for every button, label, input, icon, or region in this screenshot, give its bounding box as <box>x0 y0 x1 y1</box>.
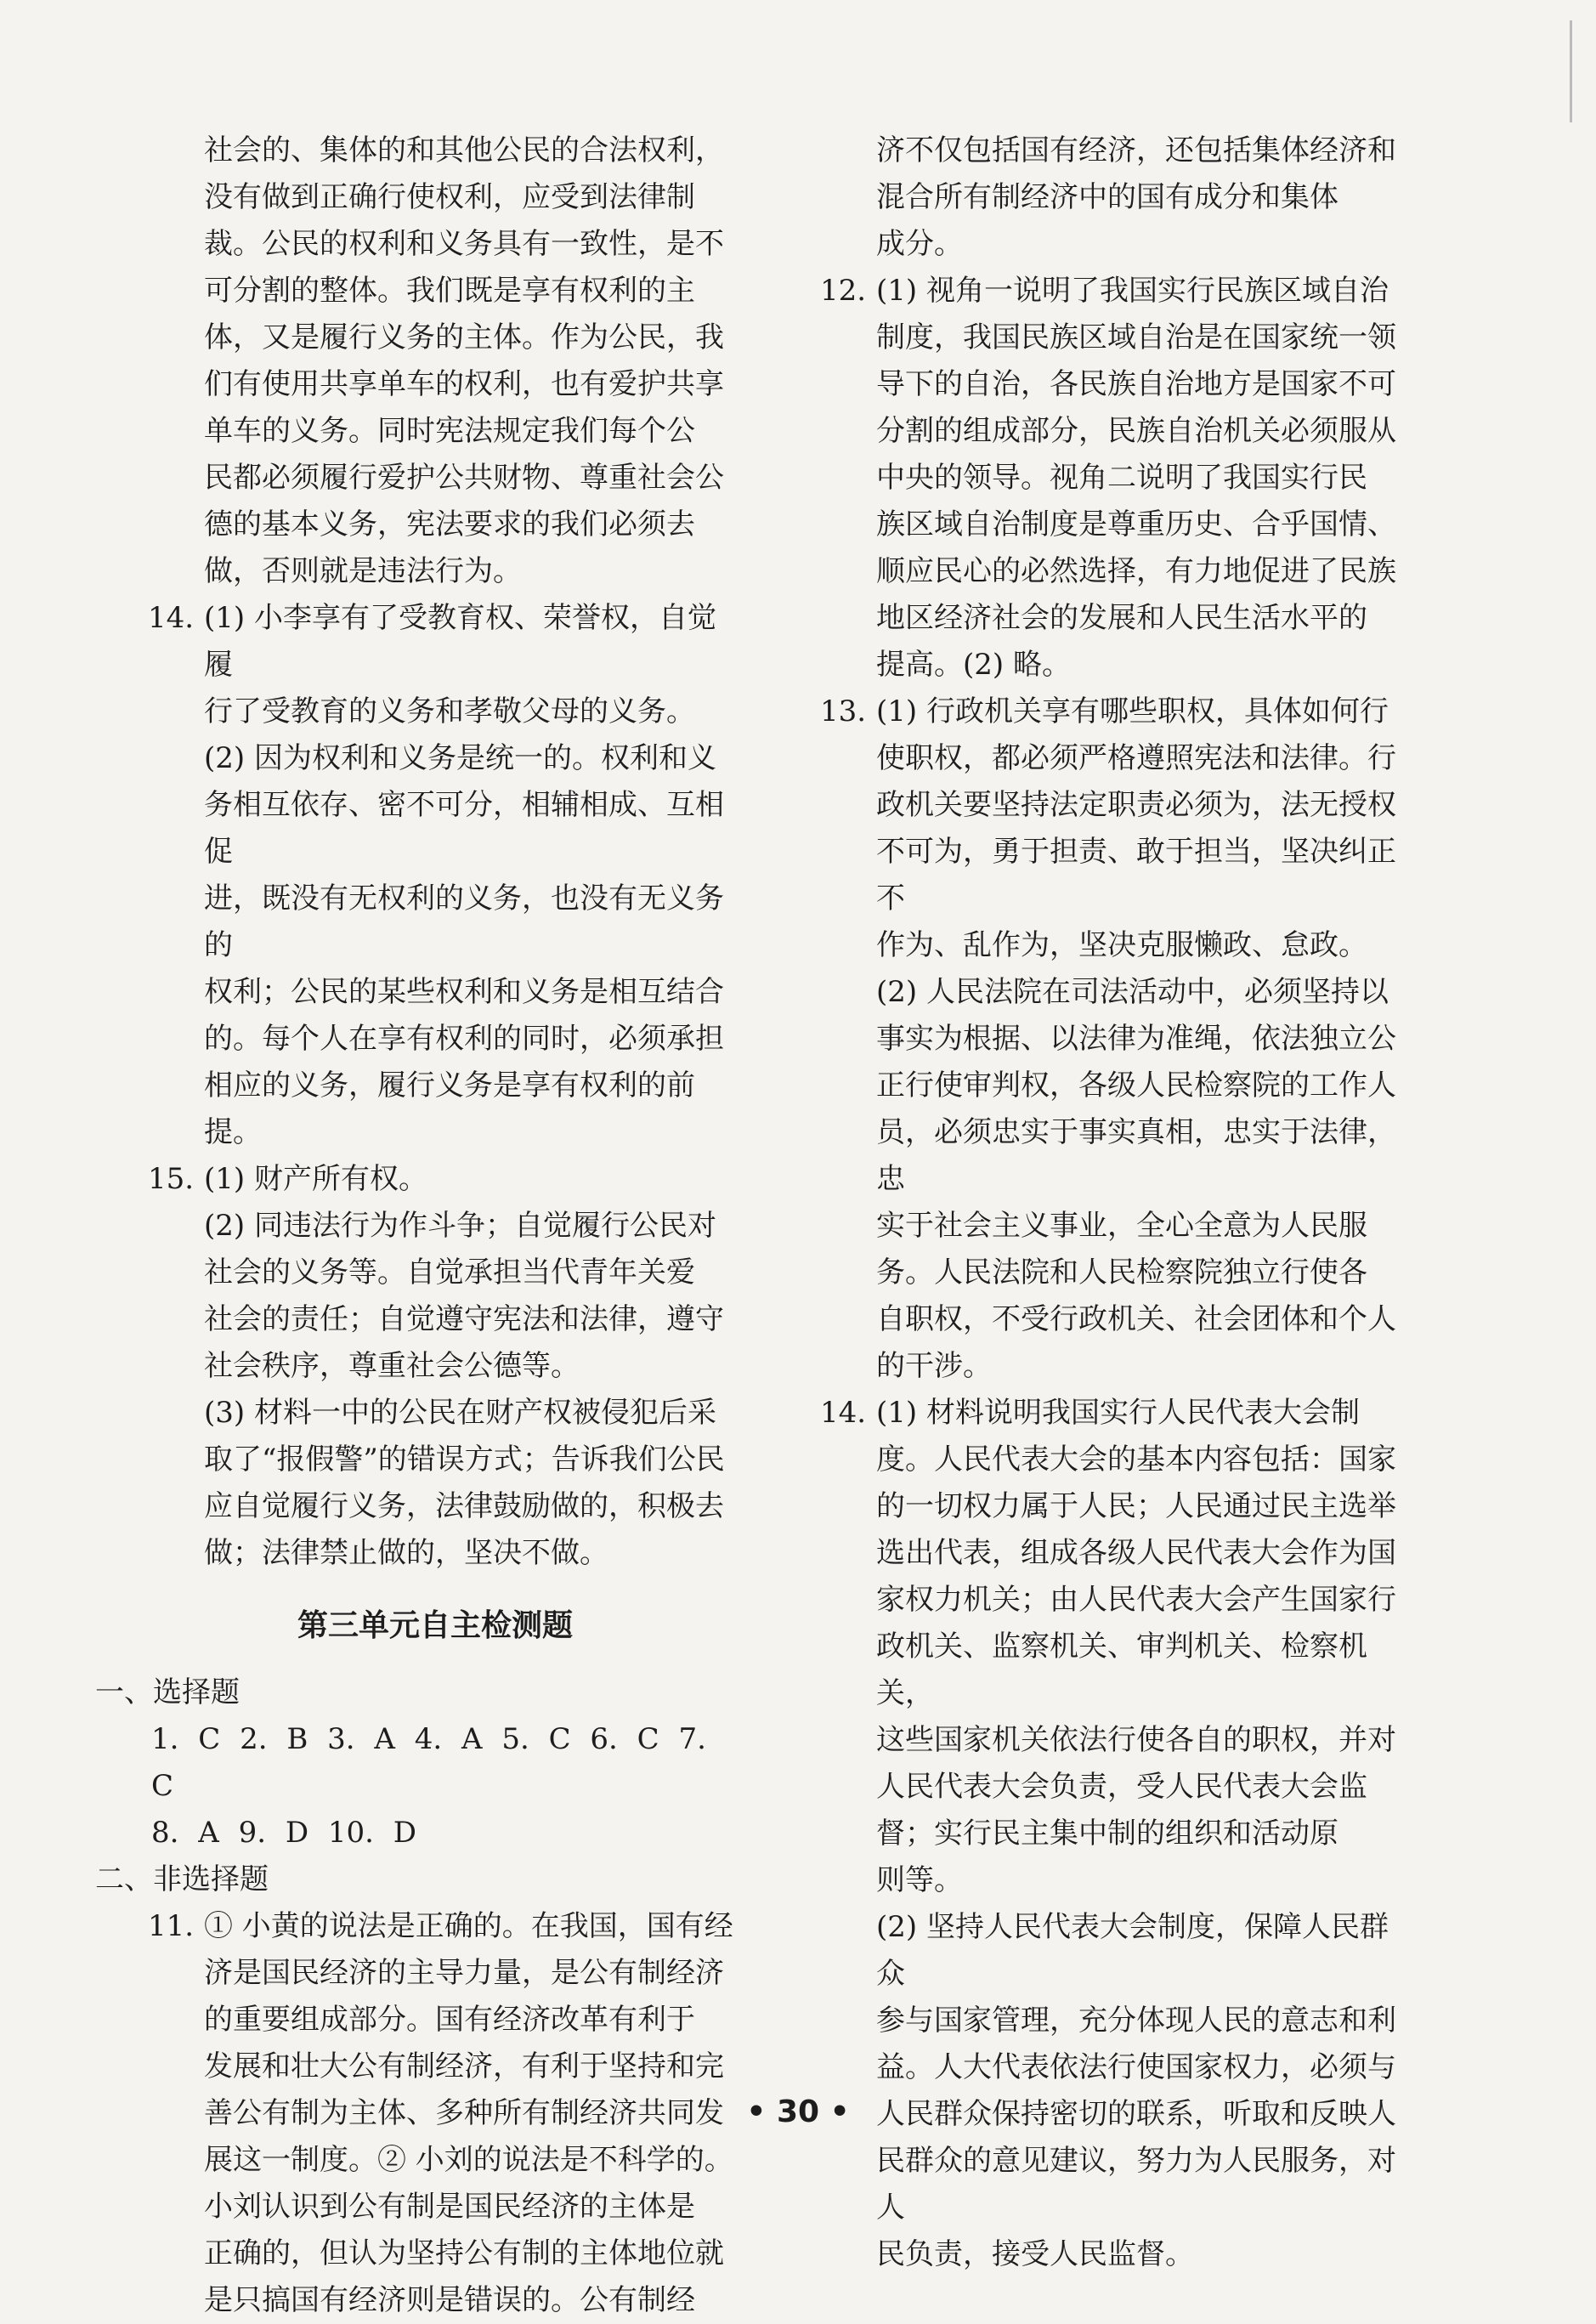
text-line: 济不仅包括国有经济，还包括集体经济和 <box>876 133 1396 167</box>
text-line: 权利；公民的某些权利和义务是相互结合 <box>204 975 724 1009</box>
text-line: (1) 小李享有了受教育权、荣誉权，自觉履 <box>204 601 716 682</box>
text-line: 们有使用共享单车的权利，也有爱护共享 <box>204 367 724 401</box>
text-line: 民都必须履行爱护公共财物、尊重社会公 <box>204 461 724 495</box>
question-number: 15. <box>148 1162 195 1196</box>
question-number: 12. <box>820 274 867 308</box>
text-line: 政机关要坚持法定职责必须为，法无授权 <box>876 788 1396 822</box>
text-line: 成分。 <box>876 227 963 261</box>
question-number: 11. <box>148 1909 195 1943</box>
text-line: (3) 材料一中的公民在财产权被侵犯后采 <box>204 1396 716 1430</box>
text-line: 地区经济社会的发展和人民生活水平的 <box>876 601 1367 635</box>
text-line: (2) 人民法院在司法活动中，必须坚持以 <box>876 975 1389 1009</box>
text-line: 的干涉。 <box>876 1349 992 1383</box>
text-line: 做，否则就是违法行为。 <box>204 554 522 588</box>
text-line: 人民群众保持密切的联系，听取和反映人 <box>876 2097 1396 2131</box>
question-number: 14. <box>148 601 195 635</box>
text-line: 正行使审判权，各级人民检察院的工作人 <box>876 1068 1396 1102</box>
question-number: 13. <box>820 694 867 728</box>
question-13-answer <box>820 689 1398 1390</box>
text-line: 的一切权力属于人民；人民通过民主选举 <box>876 1489 1396 1523</box>
text-line: 进，既没有无权利的义务，也没有无义务的 <box>204 881 724 962</box>
text-line: 益。人大代表依法行使国家权力，必须与 <box>876 2050 1396 2084</box>
question-14-right-answer <box>820 1390 1398 2278</box>
text-line: 员，必须忠实于事实真相，忠实于法律，忠 <box>876 1115 1396 1196</box>
left-column <box>95 128 741 2324</box>
text-line: 务。人民法院和人民检察院独立行使各 <box>876 1256 1367 1290</box>
text-line: 应自觉履行义务，法律鼓励做的，积极去 <box>204 1489 724 1523</box>
text-line: 没有做到正确行使权利，应受到法律制 <box>204 180 695 214</box>
text-line: 的重要组成部分。国有经济改革有利于 <box>204 2003 695 2037</box>
text-line: 做；法律禁止做的，坚决不做。 <box>204 1536 608 1570</box>
text-line: 可分割的整体。我们既是享有权利的主 <box>204 274 695 308</box>
text-line: 政机关、监察机关、审判机关、检察机关， <box>876 1630 1367 1710</box>
text-line: 济是国民经济的主导力量，是公有制经济 <box>204 1956 724 1990</box>
text-line: 导下的自治，各民族自治地方是国家不可 <box>876 367 1396 401</box>
text-line: 参与国家管理，充分体现人民的意志和利 <box>876 2004 1396 2038</box>
text-line: 的。每个人在享有权利的同时，必须承担 <box>204 1022 724 1056</box>
text-line: 8. A 9. D 10. D <box>151 1816 417 1850</box>
page-edge-mark <box>1570 20 1572 122</box>
text-line: 督；实行民主集中制的组织和活动原 <box>876 1817 1338 1851</box>
text-line: 务相互依存、密不可分，相辅相成、互相促 <box>204 788 724 869</box>
text-line: (2) 因为权利和义务是统一的。权利和义 <box>204 741 716 775</box>
text-line: (1) 视角一说明了我国实行民族区域自治 <box>876 274 1389 308</box>
text-line: 作为、乱作为，坚决克服懒政、怠政。 <box>876 928 1367 962</box>
text-line: 自职权，不受行政机关、社会团体和个人 <box>876 1302 1396 1336</box>
text-line: (1) 材料说明我国实行人民代表大会制 <box>876 1396 1360 1430</box>
text-line: 是只搞国有经济则是错误的。公有制经 <box>204 2283 695 2317</box>
text-line: 裁。公民的权利和义务具有一致性，是不 <box>204 227 724 261</box>
text-line: (1) 财产所有权。 <box>204 1162 427 1196</box>
text-line: (1) 行政机关享有哪些职权，具体如何行 <box>876 694 1389 728</box>
question-number: 14. <box>820 1396 867 1430</box>
text-line: 展这一制度。② 小刘的说法是不科学的。 <box>204 2143 733 2177</box>
text-line: ① 小黄的说法是正确的。在我国，国有经 <box>204 1909 733 1943</box>
text-line: 发展和壮大公有制经济，有利于坚持和完 <box>204 2049 724 2083</box>
text-line: 社会的义务等。自觉承担当代青年关爱 <box>204 1256 695 1290</box>
text-line: (2) 同违法行为作斗争；自觉履行公民对 <box>204 1209 716 1243</box>
text-line: 社会秩序，尊重社会公德等。 <box>204 1349 580 1383</box>
text-line: 家权力机关；由人民代表大会产生国家行 <box>876 1583 1396 1617</box>
text-line: 社会的责任；自觉遵守宪法和法律，遵守 <box>204 1302 724 1336</box>
text-line: 则等。 <box>876 1863 963 1897</box>
section-multiple-choice: 一、选择题 <box>95 1675 240 1709</box>
text-line: 中央的领导。视角二说明了我国实行民 <box>876 461 1367 495</box>
text-line: 不可为，勇于担责、敢于担当，坚决纠正不 <box>876 835 1396 915</box>
text-line: 德的基本义务，宪法要求的我们必须去 <box>204 507 695 541</box>
text-line: 人民代表大会负责，受人民代表大会监 <box>876 1770 1367 1804</box>
text-line: 正确的，但认为坚持公有制的主体地位就 <box>204 2236 724 2270</box>
choice-answers <box>95 1716 741 1856</box>
text-line: 单车的义务。同时宪法规定我们每个公 <box>204 414 695 448</box>
left-intro-paragraph <box>95 128 741 595</box>
text-line: 度。人民代表大会的基本内容包括：国家 <box>876 1443 1396 1477</box>
question-15-answer <box>95 1156 741 1577</box>
text-line: 民负责，接受人民监督。 <box>876 2237 1194 2271</box>
right-intro-paragraph <box>820 128 1398 268</box>
section-non-choice: 二、非选择题 <box>95 1862 269 1896</box>
text-line: 顺应民心的必然选择，有力地促进了民族 <box>876 554 1396 588</box>
text-line: 分割的组成部分，民族自治机关必须服从 <box>876 414 1396 448</box>
text-line: 行了受教育的义务和孝敬父母的义务。 <box>204 694 695 728</box>
text-line: 民群众的意见建议，努力为人民服务，对人 <box>876 2144 1396 2225</box>
text-line: 善公有制为主体、多种所有制经济共同发 <box>204 2096 724 2130</box>
text-line: 取了“报假警”的错误方式；告诉我们公民 <box>204 1443 725 1477</box>
text-line: 体，又是履行义务的主体。作为公民，我 <box>204 320 724 354</box>
text-line: 这些国家机关依法行使各自的职权，并对 <box>876 1723 1396 1757</box>
text-line: 小刘认识到公有制是国民经济的主体是 <box>204 2190 695 2224</box>
unit-heading: 第三单元自主检测题 <box>297 1608 573 1643</box>
text-line: 使职权，都必须严格遵照宪法和法律。行 <box>876 741 1396 775</box>
text-line: 混合所有制经济中的国有成分和集体 <box>876 180 1338 214</box>
text-line: 实于社会主义事业，全心全意为人民服 <box>876 1209 1367 1243</box>
text-line: 选出代表，组成各级人民代表大会作为国 <box>876 1536 1396 1570</box>
question-12-answer <box>820 268 1398 689</box>
text-line: 族区域自治制度是尊重历史、合乎国情、 <box>876 507 1396 541</box>
question-14-answer <box>95 595 741 1156</box>
page-number: • 30 • <box>746 2094 850 2129</box>
text-line: 提高。(2) 略。 <box>876 648 1071 682</box>
text-line: 社会的、集体的和其他公民的合法权利， <box>204 133 724 167</box>
right-column <box>820 128 1398 2278</box>
text-line: 制度，我国民族区域自治是在国家统一领 <box>876 320 1396 354</box>
text-line: (2) 坚持人民代表大会制度，保障人民群众 <box>876 1910 1389 1991</box>
text-line: 事实为根据、以法律为准绳，依法独立公 <box>876 1022 1396 1056</box>
text-line: 1. C 2. B 3. A 4. A 5. C 6. C 7. C <box>151 1722 706 1803</box>
text-line: 相应的义务，履行义务是享有权利的前提。 <box>204 1068 695 1149</box>
